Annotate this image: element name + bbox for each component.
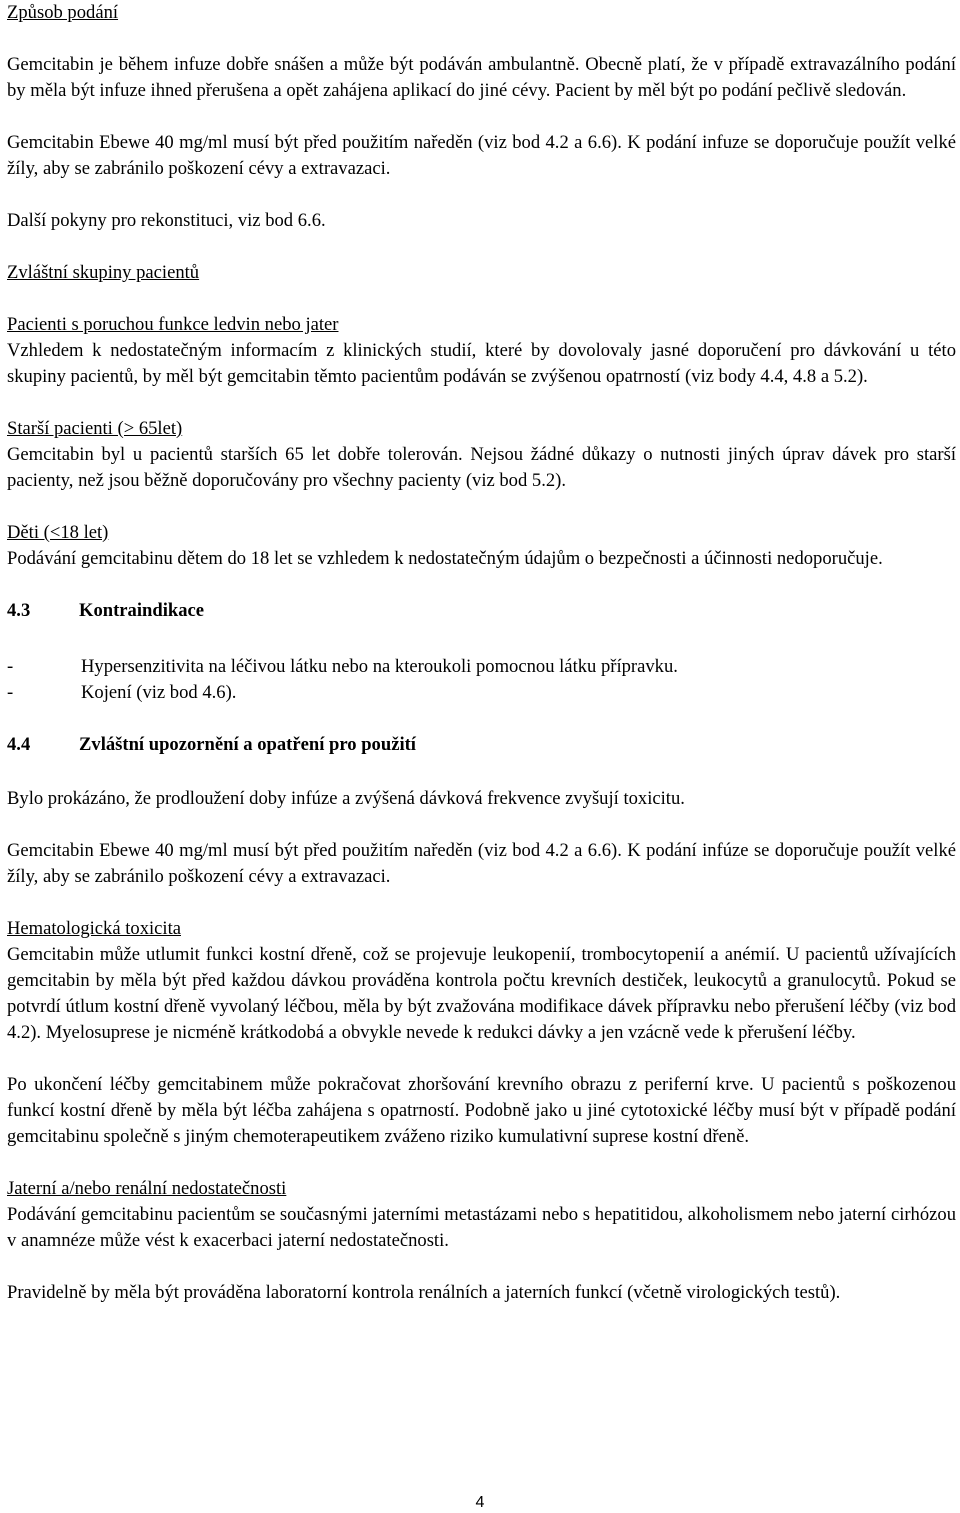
contraindications-heading [7,598,956,624]
children-paragraph: Podávání gemcitabinu dětem do 18 let se vzhledem k nedostatečným údajům o bezpečnosti a účinnosti nedoporučuje. [7,548,883,569]
dash-bullet: - [7,656,14,677]
hematologic-paragraph-2: Po ukončení léčby gemcitabinem může pokračovat zhoršování krevního obrazu z periferní krve. U pacientů s poškozenou funkcí kostní dřeně by měla být léčba zahájena s opatrností. Podobně jako u jiné cytotoxické léčby musí být v případě podání gemcitabinu společně s jiným chemoterapeutikem zváženo riziko kumulativní suprese kostní dřeně. [7,1074,956,1147]
dash-bullet: - [7,682,14,703]
children-heading [7,520,956,546]
hematologic-paragraph-1: Gemcitabin může utlumit funkci kostní dřeně, což se projevuje leukopenií, trombocytopenií a anémií. U pacientů užívajících gemcitabin by měla být před každou dávkou prováděna kontrola počtu krevních destiček, leukocytů a granulocytů. Pokud se potvrdí útlum kostní dřeně vyvolaný léčbou, měla by být zvažována modifikace dávek přípravku nebo přerušení léčby (viz bod 4.2). Myelosuprese je nicméně krátkodobá a obvykle nevede k redukci dávky a jen vzácně vede k přerušení léčby. [7,944,956,1043]
special-groups-heading [7,260,956,286]
renal-hepatic-paragraph: Vzhledem k nedostatečným informacím z klinických studií, které by dovolovaly jasné doporučení pro dávkování u této skupiny pacientů, by měl být gemcitabin těmto pacientům podáván se zvýšenou opatrností (viz body 4.4, 4.8 a 5.2). [7,340,956,387]
list-item [7,654,956,680]
contraindications-number: 4.3 [7,600,31,621]
elderly-heading-text: Starší pacienti (> 65let) [7,418,183,439]
warnings-paragraph-2: Gemcitabin Ebewe 40 mg/ml musí být před použitím naředěn (viz bod 4.2 a 6.6). K podání infúze se doporučuje použít velké žíly, aby se zabránilo poškození cévy a extravazaci. [7,840,956,887]
document-page [7,0,956,1306]
list-item-text: Kojení (viz bod 4.6). [81,682,237,703]
renal-hepatic-heading [7,312,956,338]
hepatic-renal-paragraph-2: Pravidelně by měla být prováděna laboratorní kontrola renálních a jaterních funkcí (včetně virologických testů). [7,1282,841,1303]
elderly-heading [7,416,956,442]
administration-heading-text: Způsob podání [7,2,119,23]
hepatic-renal-paragraph-1: Podávání gemcitabinu pacientům se současnými jaterními metastázami nebo s hepatitidou, alkoholismem nebo jaterní cirhózou v anamnéze může vést k exacerbaci jaterní nedostatečnosti. [7,1204,956,1251]
administration-paragraph-3: Další pokyny pro rekonstituci, viz bod 6.6. [7,210,326,231]
children-heading-text: Děti (<18 let) [7,522,109,543]
list-item-text: Hypersenzitivita na léčivou látku nebo na kteroukoli pomocnou látku přípravku. [81,656,678,677]
hematologic-heading [7,916,956,942]
list-item [7,680,956,706]
administration-paragraph-1: Gemcitabin je během infuze dobře snášen a může být podáván ambulantně. Obecně platí, že v případě extravazálního podání by měla být infuze ihned přerušena a opět zahájena aplikací do jiné cévy. Pacient by měl být po podání pečlivě sledován. [7,54,956,101]
warnings-number: 4.4 [7,734,31,755]
warnings-paragraph-1: Bylo prokázáno, že prodloužení doby infúze a zvýšená dávková frekvence zvyšují toxicitu. [7,788,685,809]
hematologic-heading-text: Hematologická toxicita [7,918,181,939]
contraindications-title: Kontraindikace [79,600,204,621]
hepatic-renal-heading [7,1176,956,1202]
contraindications-list [7,654,956,706]
warnings-heading [7,732,956,758]
special-groups-heading-text: Zvláštní skupiny pacientů [7,262,200,283]
renal-hepatic-heading-text: Pacienti s poruchou funkce ledvin nebo jater [7,314,339,335]
administration-heading [7,0,956,26]
elderly-paragraph: Gemcitabin byl u pacientů starších 65 let dobře tolerován. Nejsou žádné důkazy o nutnosti jiných úprav dávek pro starší pacienty, než jsou běžně doporučovány pro všechny pacienty (viz bod 5.2). [7,444,956,491]
hepatic-renal-heading-text: Jaterní a/nebo renální nedostatečnosti [7,1178,287,1199]
warnings-title: Zvláštní upozornění a opatření pro použití [79,734,416,755]
administration-paragraph-2: Gemcitabin Ebewe 40 mg/ml musí být před použitím naředěn (viz bod 4.2 a 6.6). K podání infuze se doporučuje použít velké žíly, aby se zabránilo poškození cévy a extravazaci. [7,132,956,179]
page-number: 4 [475,1494,485,1511]
